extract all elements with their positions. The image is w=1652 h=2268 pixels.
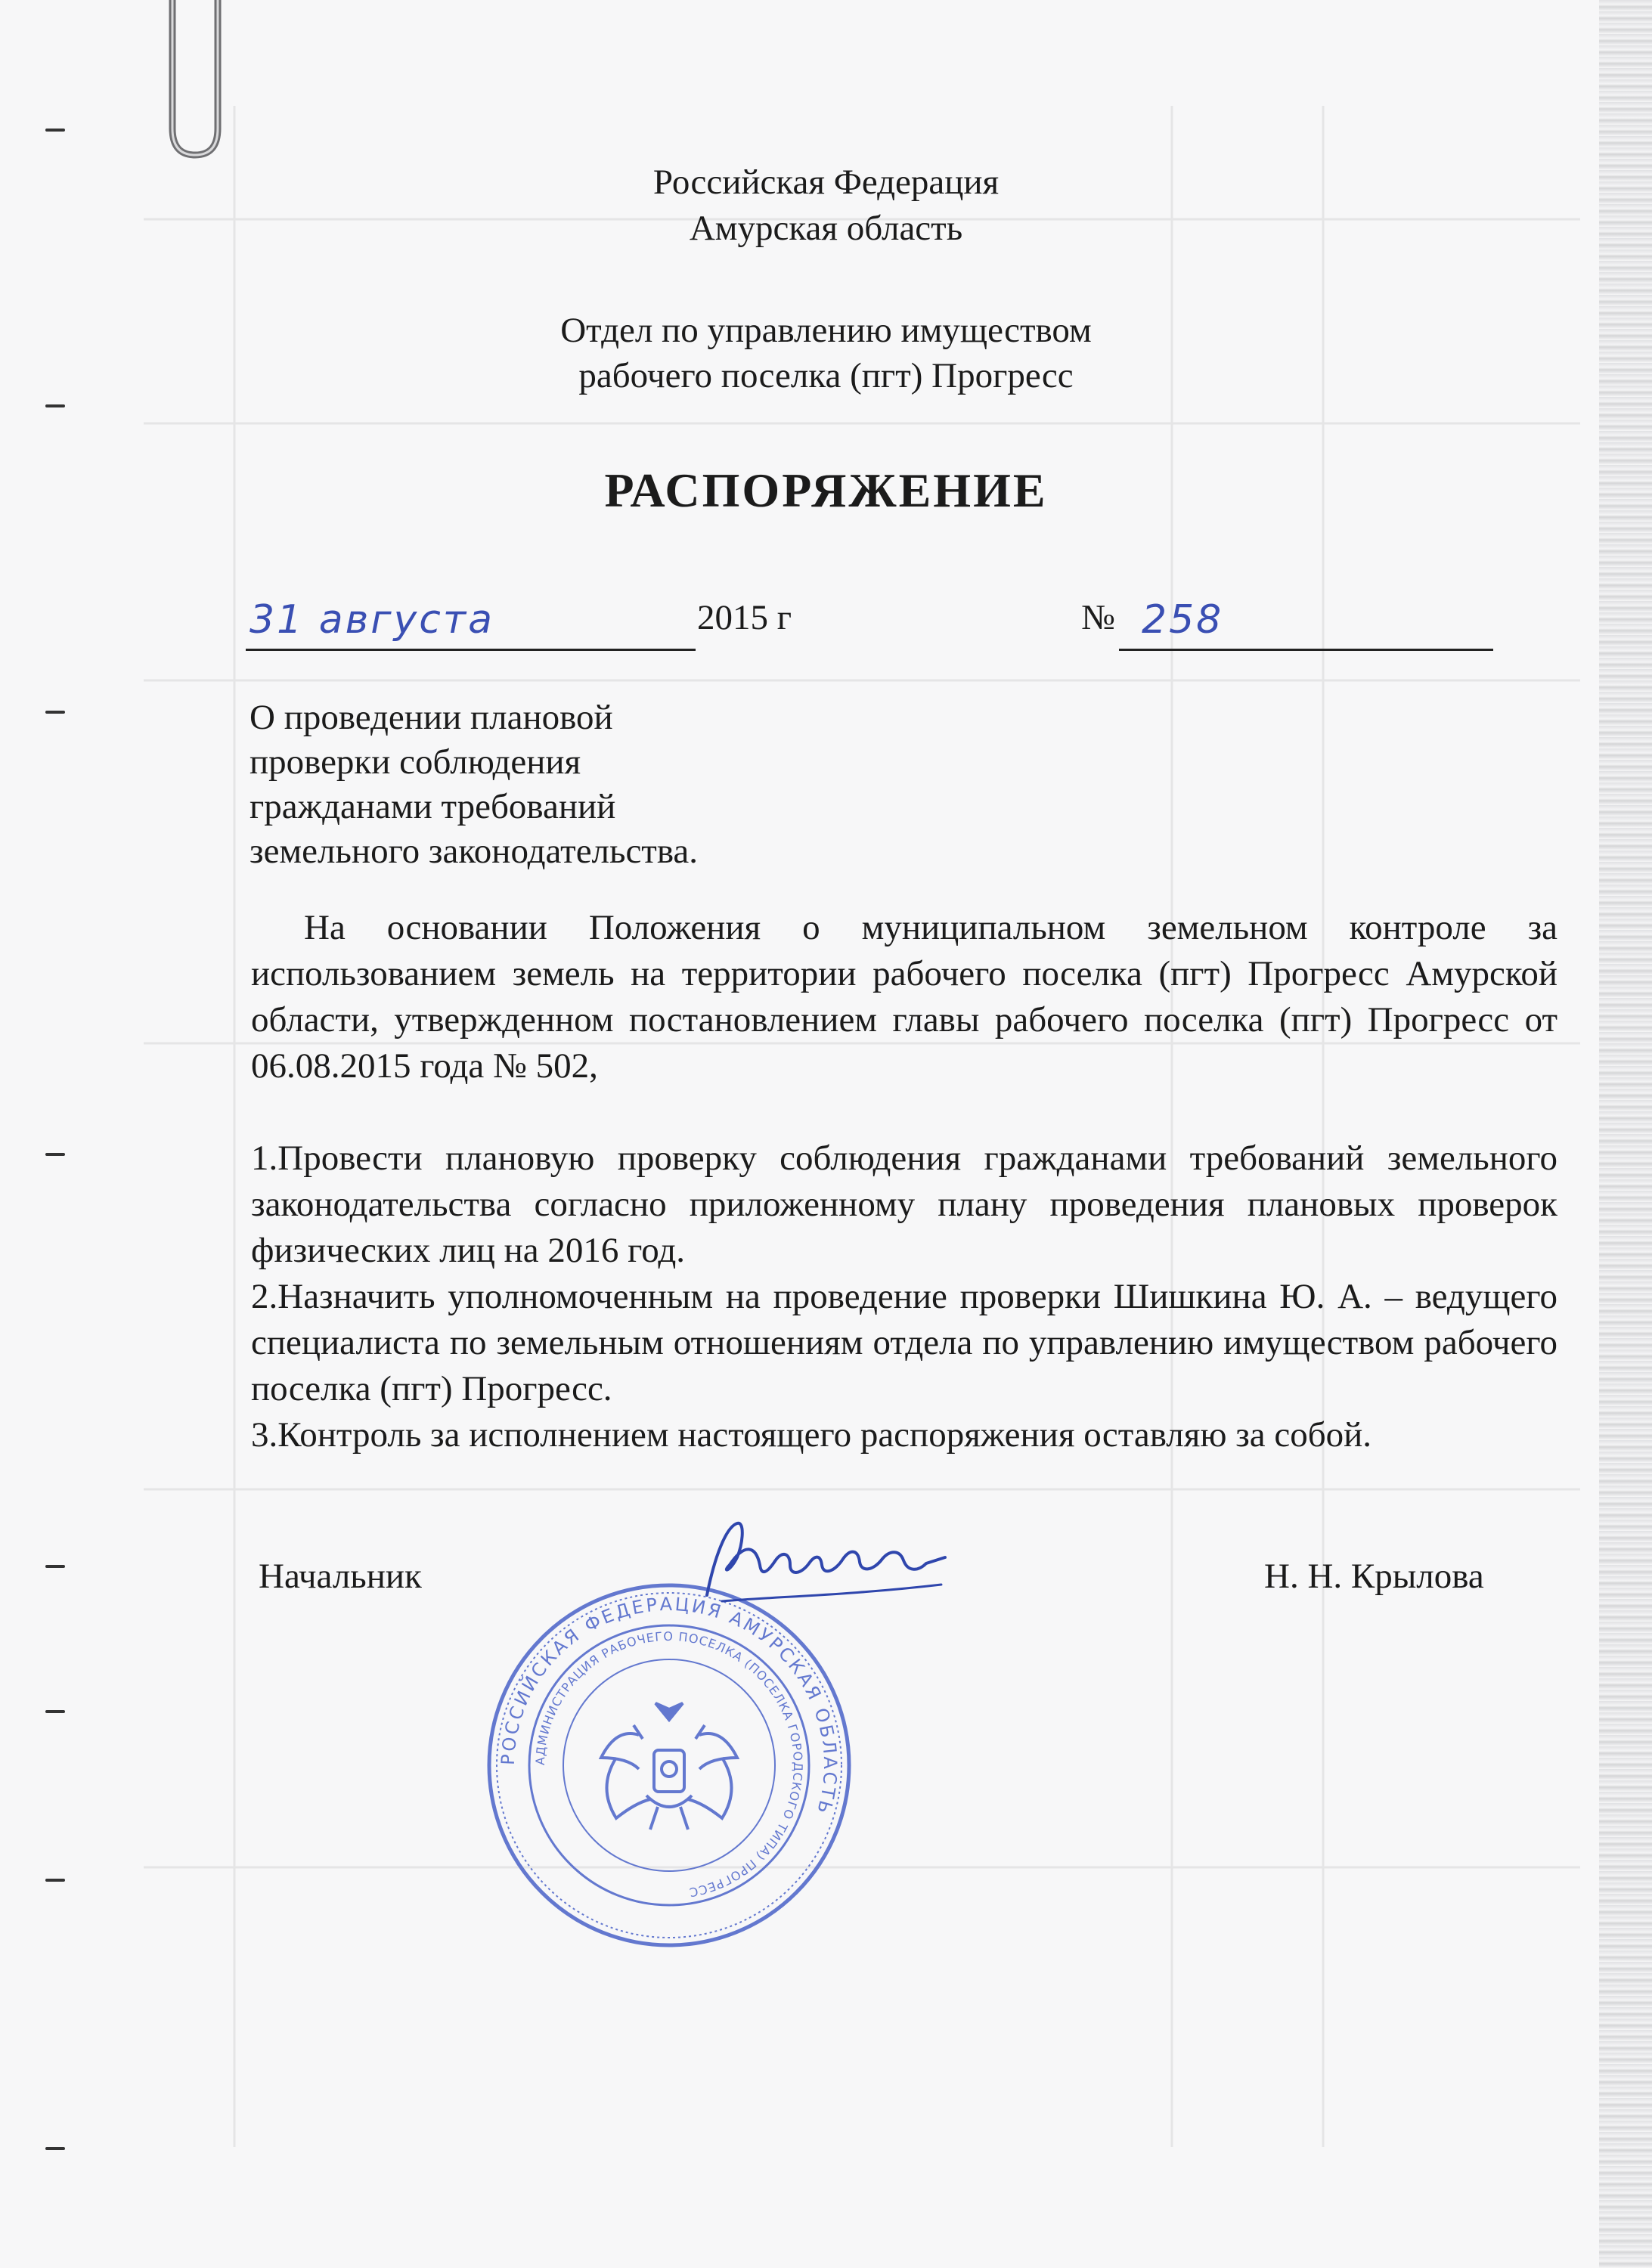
seal-outer-ring-text: РОССИЙСКАЯ ФЕДЕРАЦИЯ АМУРСКАЯ ОБЛАСТЬ <box>497 1593 841 1818</box>
order-item-3: 3.Контроль за исполнением настоящего распоряжения оставляю за собой. <box>251 1415 1372 1455</box>
subject-line: гражданами требований <box>250 787 616 826</box>
coat-of-arms-icon <box>601 1703 737 1830</box>
paper-clip <box>157 0 233 166</box>
header-department-line1: Отдел по управлению имуществом <box>560 311 1092 350</box>
signer-name: Н. Н. Крылова <box>1264 1557 1484 1596</box>
subject-line: земельного законодательства. <box>250 832 699 871</box>
scan-speck <box>45 1565 65 1568</box>
preamble-block <box>251 905 1557 1089</box>
scan-speck <box>45 1153 65 1156</box>
preamble-paragraph: На основании Положения о муниципальном земельном контроле за использованием земель на территории рабочего поселка (пгт) Прогресс Амурской области, утвержденном постановлением главы рабочего поселка (пгт) Прогресс от 06.08.2015 года № 502, <box>251 908 1557 1086</box>
number-label: № <box>1081 598 1115 637</box>
handwritten-number: 258 <box>1142 597 1224 643</box>
scan-speck <box>45 404 65 407</box>
header-country: Российская Федерация <box>652 163 1000 202</box>
header-region: Амурская область <box>689 209 963 248</box>
scan-speck <box>45 1879 65 1882</box>
header-department-line2: рабочего поселка (пгт) Прогресс <box>578 356 1074 395</box>
handwritten-date: 31 августа <box>250 597 495 643</box>
scan-speck <box>45 129 65 132</box>
subject-block <box>250 696 779 874</box>
seal-inner-ring-text: АДМИНИСТРАЦИЯ РАБОЧЕГО ПОСЕЛКА (ПОСЕЛКА ГОРОДСКОГО ТИПА) ПРОГРЕСС <box>532 1628 806 1900</box>
document-title: РАСПОРЯЖЕНИЕ <box>604 463 1048 517</box>
signer-position: Начальник <box>259 1557 422 1596</box>
scan-speck <box>45 1710 65 1713</box>
date-year: 2015 г <box>697 598 792 637</box>
order-item-1: 1.Провести плановую проверку соблюдения гражданами требований земельного законодательства согласно приложенному плану проведения плановых проверок физических лиц на 2016 год. <box>251 1139 1557 1270</box>
scan-speck <box>45 2147 65 2150</box>
official-seal-stamp <box>484 1580 854 1950</box>
reverse-side-bleed-through <box>144 106 1580 2147</box>
scan-speck <box>45 711 65 714</box>
handwritten-signature <box>684 1512 956 1610</box>
subject-line: О проведении плановой <box>250 698 613 737</box>
svg-text:АДМИНИСТРАЦИЯ РАБОЧЕГО ПОСЕЛКА <box>533 1629 805 1900</box>
order-items <box>251 1136 1557 1458</box>
order-item-2: 2.Назначить уполномоченным на проведение проверки Шишкина Ю. А. – ведущего специалиста по земельным отношениям отдела по управлению имуществом рабочего поселка (пгт) Прогресс. <box>251 1277 1557 1408</box>
subject-line: проверки соблюдения <box>250 742 581 782</box>
